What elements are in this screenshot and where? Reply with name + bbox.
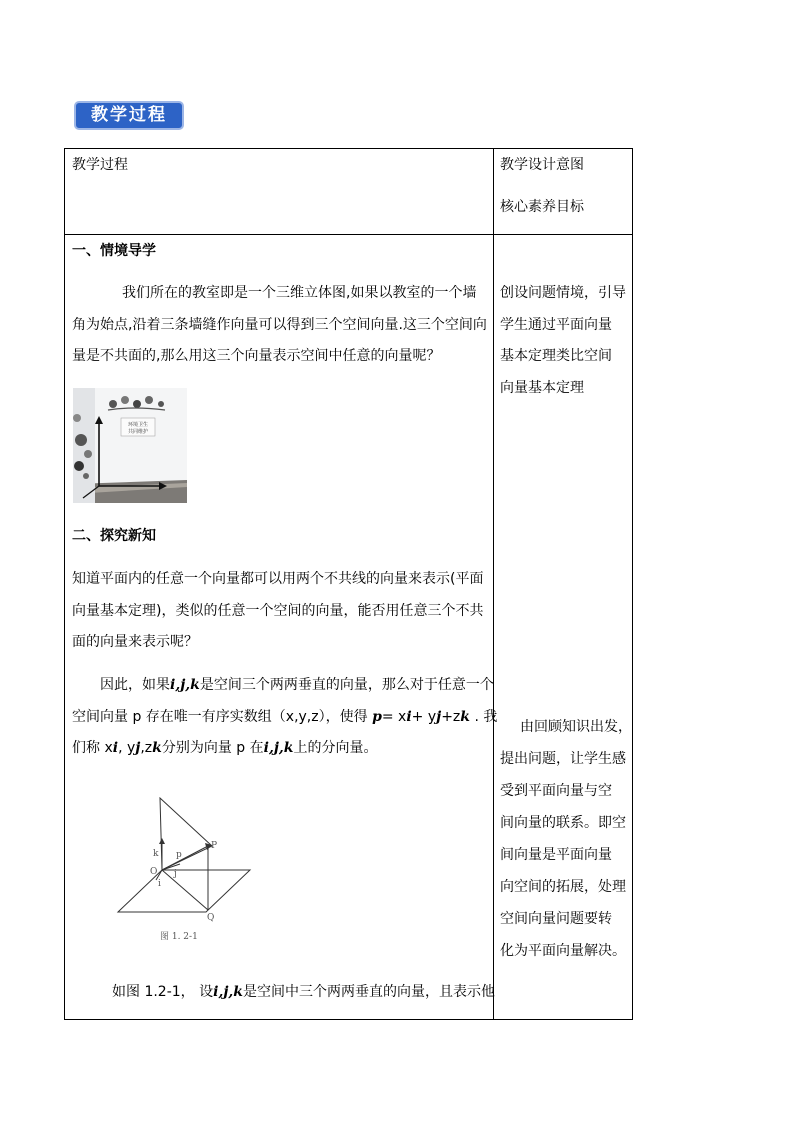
intent1-line: 创设问题情境，引导	[500, 285, 626, 301]
label-j: j	[174, 869, 177, 879]
intent1-line: 基本定理类比空间	[500, 348, 612, 364]
section2-para2-line: 们称 xi, yj,zk分别为向量 p 在i,j,k上的分向量。	[72, 740, 378, 756]
intent2-line: 化为平面向量解决。	[500, 943, 626, 959]
section2-para1-line: 向量基本定理)，类似的任意一个空间的向量，能否用任意三个不共	[72, 603, 484, 619]
section1-line: 量是不共面的,那么用这三个向量表示空间中任意的向量呢？	[72, 348, 441, 364]
vector-figure	[110, 784, 280, 944]
header-process: 教学过程	[72, 157, 128, 173]
section1-line: 角为始点,沿着三条墙缝作向量可以得到三个空间向量.这三个空间向	[72, 317, 487, 333]
classroom-photo	[73, 388, 187, 503]
photo-text: 共同维护	[127, 429, 149, 435]
label-i: i	[158, 879, 161, 889]
section2-last-line: 如图 1.2-1， 设i,j,k是空间中三个两两垂直的向量，且表示他	[112, 984, 495, 1000]
column-divider	[493, 149, 494, 1019]
section1-line: 我们所在的教室即是一个三维立体图,如果以教室的一个墙	[122, 285, 477, 301]
section2-para1-line: 面的向量来表示呢？	[72, 634, 198, 650]
intent2-line: 向空间的拓展，处理	[500, 879, 626, 895]
photo-text: 环境卫生	[127, 422, 149, 428]
intent1-line: 学生通过平面向量	[500, 317, 612, 333]
intent1-line: 向量基本定理	[500, 380, 584, 396]
section2-heading: 二、探究新知	[72, 528, 156, 544]
intent2-line: 间向量的联系。即空	[500, 815, 626, 831]
figure-caption: 图 1. 2-1	[160, 932, 198, 942]
label-q-point: Q	[207, 913, 215, 923]
section2-para2-line: 因此，如果i,j,k是空间三个两两垂直的向量，那么对于任意一个	[100, 677, 494, 693]
header-intent: 教学设计意图	[500, 157, 584, 173]
intent2-line: 提出问题，让学生感	[500, 751, 626, 767]
section2-para2-line: 空间向量 p 存在唯一有序实数组（x,y,z），使得 p= xi+ yj+zk . 我	[72, 709, 498, 725]
section2-para1-line: 知道平面内的任意一个向量都可以用两个不共线的向量来表示(平面	[72, 571, 484, 587]
intent2-line: 受到平面向量与空	[500, 783, 612, 799]
label-k: k	[153, 849, 159, 859]
intent2-line: 间向量是平面向量	[500, 847, 612, 863]
header-goal: 核心素养目标	[500, 199, 584, 215]
label-vector-p: p	[176, 850, 182, 860]
intent2-line: 空间向量问题要转	[500, 911, 612, 927]
label-origin: O	[150, 867, 158, 877]
section1-heading: 一、情境导学	[72, 243, 156, 259]
label-p-point: P	[211, 841, 218, 851]
section-badge: 教学过程	[74, 101, 184, 130]
header-divider	[65, 234, 632, 235]
intent2-line: 由回顾知识出发，	[520, 719, 632, 735]
